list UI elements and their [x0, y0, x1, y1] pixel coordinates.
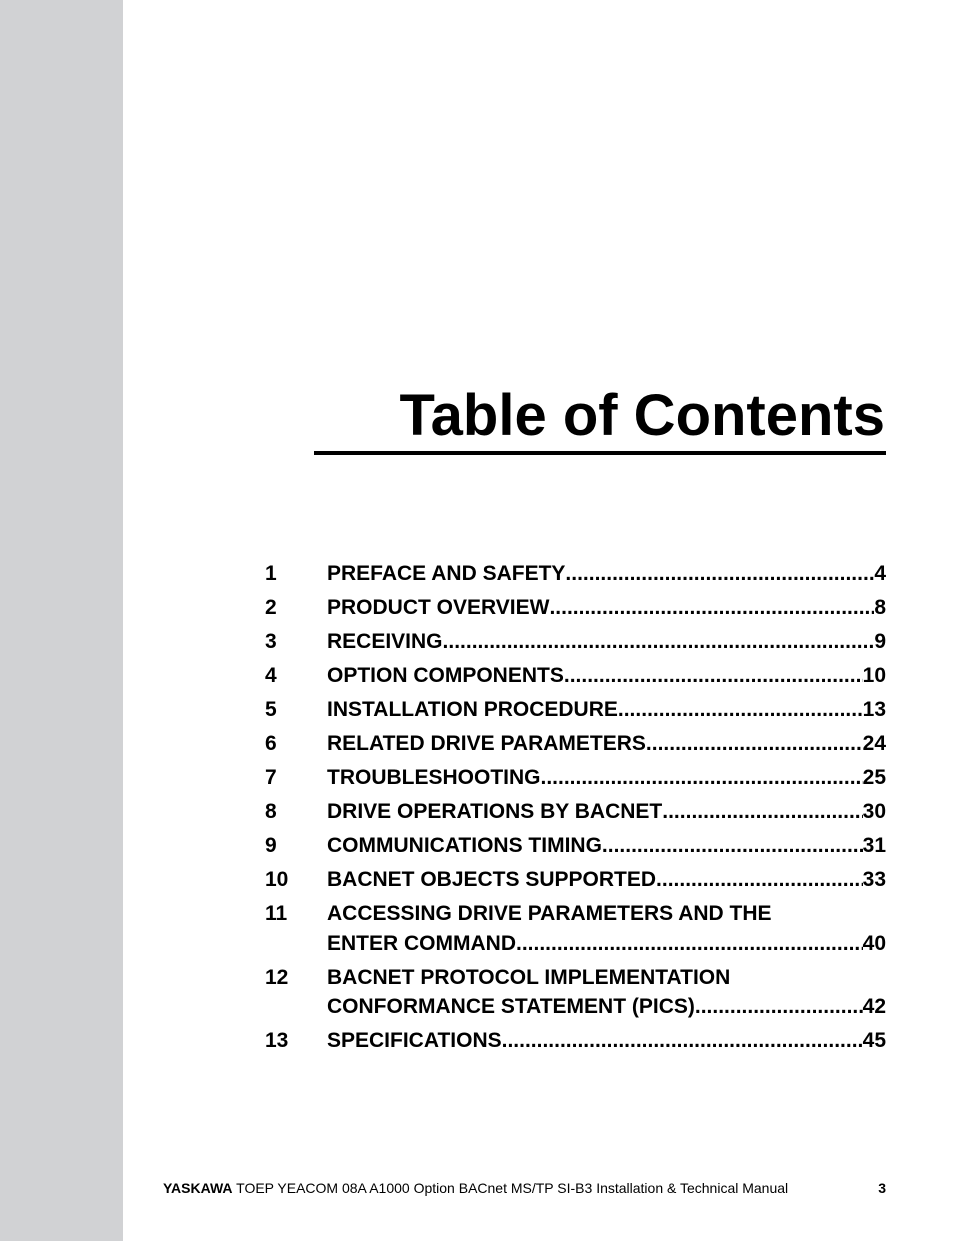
toc-entry-text	[327, 899, 886, 958]
toc-dot-leader	[502, 1026, 863, 1056]
toc-entry-line	[327, 899, 886, 929]
toc-entry[interactable]	[265, 627, 886, 657]
toc-entry-text	[327, 627, 886, 657]
toc-dot-leader	[618, 695, 863, 725]
toc-entry-label: OPTION COMPONENTS	[327, 664, 564, 687]
toc-entry-label: ACCESSING DRIVE PARAMETERS AND THE	[327, 902, 772, 925]
toc-entry-label: BACNET PROTOCOL IMPLEMENTATION	[327, 965, 731, 989]
toc-entry-number: 11	[265, 902, 288, 925]
toc-entry-line	[327, 763, 886, 793]
toc-entry-page: 33	[862, 868, 886, 891]
toc-entry-number: 3	[265, 630, 277, 653]
toc-dot-leader	[564, 661, 863, 691]
toc-entry-number: 6	[265, 732, 277, 755]
toc-entry-line	[327, 992, 886, 1022]
toc-entry-line	[327, 627, 886, 657]
toc-entry-text	[327, 831, 886, 861]
toc-entry-page: 40	[862, 931, 886, 955]
toc-entry-label: TROUBLESHOOTING	[327, 766, 541, 789]
toc-dot-leader	[602, 831, 863, 861]
toc-entry-text	[327, 963, 886, 1022]
toc-entry-line	[327, 1026, 886, 1056]
toc-entry[interactable]	[265, 729, 886, 759]
toc-entry-line	[327, 695, 886, 725]
toc-dot-leader	[565, 559, 874, 589]
toc-entry-number: 1	[265, 562, 277, 585]
toc-entry-number: 13	[265, 1029, 289, 1052]
toc-dot-leader	[443, 627, 875, 657]
toc-dot-leader	[695, 992, 863, 1022]
toc-entry-line	[327, 929, 886, 959]
toc-entry-page: 42	[862, 995, 886, 1018]
toc-entry-label: PREFACE AND SAFETY	[327, 562, 566, 585]
toc-entry-text	[327, 1026, 886, 1056]
toc-entry-number: 12	[265, 965, 289, 989]
toc-entry[interactable]	[265, 661, 886, 691]
toc-entry[interactable]	[265, 559, 886, 589]
toc-entry-line	[327, 963, 886, 993]
toc-entry[interactable]	[265, 1026, 886, 1056]
footer-manual-title	[163, 1178, 788, 1198]
toc-entry-label: INSTALLATION PROCEDURE	[327, 698, 618, 721]
toc-entry-page: 45	[862, 1029, 886, 1052]
toc-entry-page: 30	[862, 800, 886, 823]
toc-dot-leader	[549, 593, 874, 623]
toc-entry-number: 5	[265, 698, 277, 721]
toc-entry-label: BACNET OBJECTS SUPPORTED	[327, 868, 657, 891]
toc-entry-line	[327, 797, 886, 827]
footer-page-number: 3	[878, 1180, 886, 1196]
toc-entry-page: 10	[862, 664, 886, 687]
toc-entry-text	[327, 559, 886, 589]
toc-entry-page: 13	[862, 698, 886, 721]
toc-dot-leader	[656, 865, 863, 895]
toc-entry-text	[327, 695, 886, 725]
toc-dot-leader	[646, 729, 863, 759]
toc-entry-page: 31	[862, 834, 886, 857]
toc-entry[interactable]	[265, 695, 886, 725]
toc-entry-label: ENTER COMMAND	[327, 931, 516, 955]
toc-entry-page: 9	[874, 630, 886, 653]
toc-entry-label: RECEIVING	[327, 630, 443, 653]
toc-entry-number: 4	[265, 664, 277, 687]
toc-entry-line	[327, 831, 886, 861]
toc-entry-label: SPECIFICATIONS	[327, 1029, 502, 1052]
toc-entry[interactable]	[265, 797, 886, 827]
toc-dot-leader	[662, 797, 862, 827]
toc-entry-line	[327, 559, 886, 589]
toc-entry-text	[327, 865, 886, 895]
footer-brand: YASKAWA	[163, 1180, 233, 1196]
toc-entry-number: 9	[265, 834, 277, 857]
toc-entry-number: 8	[265, 800, 277, 823]
toc-dot-leader	[516, 929, 863, 959]
toc-entry-line	[327, 593, 886, 623]
toc-entry-page: 24	[862, 732, 886, 755]
toc-entry-text	[327, 763, 886, 793]
toc-entry[interactable]	[265, 831, 886, 861]
toc-dot-leader	[541, 763, 863, 793]
table-of-contents	[265, 559, 886, 1060]
toc-entry-page: 4	[874, 562, 886, 585]
footer-text: TOEP YEACOM 08A A1000 Option BACnet MS/TP SI-B3 Installation & Technical Manual	[232, 1180, 789, 1196]
toc-entry-line	[327, 729, 886, 759]
toc-entry-label: PRODUCT OVERVIEW	[327, 596, 550, 619]
toc-entry-text	[327, 661, 886, 691]
toc-entry-text	[327, 729, 886, 759]
toc-entry[interactable]	[265, 593, 886, 623]
toc-entry-page: 8	[874, 596, 886, 619]
toc-entry-label: DRIVE OPERATIONS BY BACNET	[327, 800, 663, 823]
toc-entry-number: 2	[265, 596, 277, 619]
title-underline	[314, 451, 886, 455]
toc-entry[interactable]	[265, 899, 886, 958]
toc-entry-label: COMMUNICATIONS TIMING	[327, 834, 602, 857]
toc-entry[interactable]	[265, 865, 886, 895]
toc-entry[interactable]	[265, 763, 886, 793]
toc-entry-line	[327, 865, 886, 895]
toc-entry-number: 7	[265, 766, 277, 789]
toc-entry-label: RELATED DRIVE PARAMETERS	[327, 732, 646, 755]
page-title: Table of Contents	[399, 383, 885, 448]
toc-entry-text	[327, 797, 886, 827]
page-sidebar-band	[0, 0, 123, 1241]
toc-entry-label: CONFORMANCE STATEMENT (PICS)	[327, 995, 695, 1018]
page-footer	[163, 1178, 886, 1198]
toc-entry-page: 25	[862, 766, 886, 789]
toc-entry-line	[327, 661, 886, 691]
toc-entry-number: 10	[265, 868, 289, 891]
toc-entry-text	[327, 593, 886, 623]
toc-entry[interactable]	[265, 963, 886, 1022]
